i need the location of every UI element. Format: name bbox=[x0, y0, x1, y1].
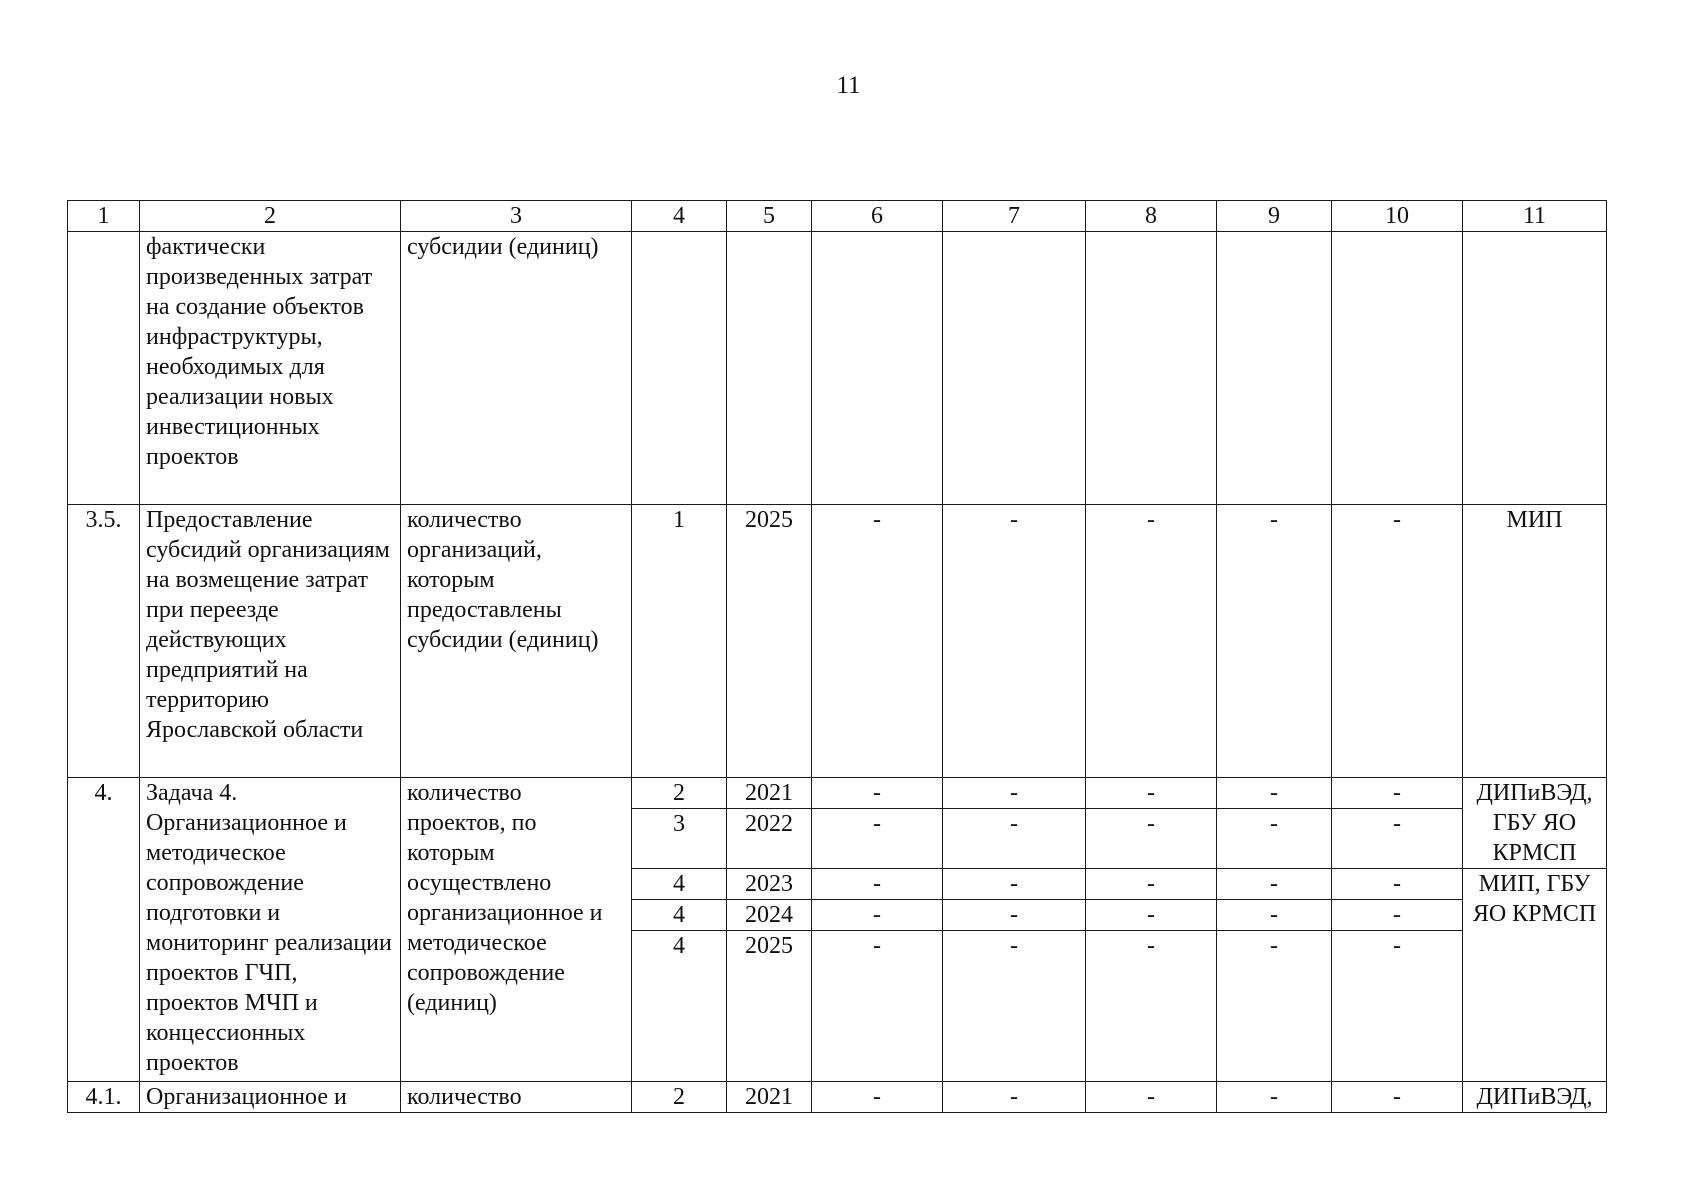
year-cell: 2024 bbox=[727, 900, 812, 931]
description-cell: фактически произведенных затрат на создание объектов инфраструктуры, необходимых для реализации новых инвестиционных проектов bbox=[140, 232, 401, 505]
value-cell: - bbox=[812, 900, 943, 931]
executor-cell: МИП, ГБУ ЯО КРМСП bbox=[1463, 869, 1607, 1082]
value-cell: - bbox=[1217, 778, 1332, 809]
value-cell: - bbox=[1086, 505, 1217, 778]
year-cell: 2023 bbox=[727, 869, 812, 900]
value-cell: - bbox=[812, 869, 943, 900]
header-cell: 5 bbox=[727, 201, 812, 232]
value-cell: 1 bbox=[632, 505, 727, 778]
indicator-cell: количество организаций, которым предоставлены субсидии (единиц) bbox=[401, 505, 632, 778]
header-cell: 10 bbox=[1332, 201, 1463, 232]
value-cell: 4 bbox=[632, 900, 727, 931]
value-cell: 4 bbox=[632, 931, 727, 1082]
value-cell: - bbox=[943, 1082, 1086, 1113]
header-cell: 3 bbox=[401, 201, 632, 232]
year-cell: 2022 bbox=[727, 809, 812, 869]
indicator-cell: количество проектов, по которым осуществлено организационное и методическое сопровождение (единиц) bbox=[401, 778, 632, 1082]
value-cell: - bbox=[1332, 900, 1463, 931]
year-cell: 2025 bbox=[727, 505, 812, 778]
row-number-cell bbox=[68, 232, 140, 505]
value-cell bbox=[1332, 232, 1463, 505]
value-cell: - bbox=[943, 505, 1086, 778]
description-cell: Задача 4. Организационное и методическое сопровождение подготовки и мониторинг реализации проектов ГЧП, проектов МЧП и концессионных проектов bbox=[140, 778, 401, 1082]
header-cell: 6 bbox=[812, 201, 943, 232]
row-number-cell: 3.5. bbox=[68, 505, 140, 778]
header-cell: 1 bbox=[68, 201, 140, 232]
header-cell: 8 bbox=[1086, 201, 1217, 232]
table-row bbox=[68, 232, 1607, 505]
header-cell: 9 bbox=[1217, 201, 1332, 232]
year-cell: 2025 bbox=[727, 931, 812, 1082]
executor-cell: ДИПиВЭД, ГБУ ЯО КРМСП bbox=[1463, 778, 1607, 869]
value-cell: - bbox=[812, 505, 943, 778]
value-cell bbox=[812, 232, 943, 505]
value-cell: - bbox=[812, 931, 943, 1082]
table-row bbox=[68, 1082, 1607, 1113]
page-number: 11 bbox=[836, 72, 861, 99]
value-cell: - bbox=[1332, 1082, 1463, 1113]
value-cell: - bbox=[1332, 778, 1463, 809]
value-cell: - bbox=[1332, 809, 1463, 869]
header-cell: 7 bbox=[943, 201, 1086, 232]
value-cell: - bbox=[1086, 931, 1217, 1082]
executor-cell: ДИПиВЭД, bbox=[1463, 1082, 1607, 1113]
value-cell: - bbox=[1332, 505, 1463, 778]
value-cell: - bbox=[943, 809, 1086, 869]
description-cell: Предоставление субсидий организациям на возмещение затрат при переезде действующих предприятий на территорию Ярославской области bbox=[140, 505, 401, 778]
value-cell bbox=[943, 232, 1086, 505]
value-cell: - bbox=[812, 1082, 943, 1113]
indicators-table bbox=[67, 200, 1607, 1113]
table-row bbox=[68, 778, 1607, 809]
header-cell: 2 bbox=[140, 201, 401, 232]
value-cell: 2 bbox=[632, 778, 727, 809]
value-cell: - bbox=[1217, 900, 1332, 931]
value-cell: - bbox=[812, 809, 943, 869]
header-cell: 4 bbox=[632, 201, 727, 232]
year-cell bbox=[727, 232, 812, 505]
table-row bbox=[68, 505, 1607, 778]
value-cell: - bbox=[943, 931, 1086, 1082]
header-cell: 11 bbox=[1463, 201, 1607, 232]
row-number-cell: 4. bbox=[68, 778, 140, 1082]
value-cell: - bbox=[1332, 869, 1463, 900]
value-cell: - bbox=[1086, 869, 1217, 900]
value-cell: - bbox=[1217, 931, 1332, 1082]
value-cell: - bbox=[1086, 778, 1217, 809]
value-cell: - bbox=[943, 778, 1086, 809]
value-cell: 3 bbox=[632, 809, 727, 869]
value-cell: - bbox=[812, 778, 943, 809]
year-cell: 2021 bbox=[727, 1082, 812, 1113]
executor-cell bbox=[1463, 232, 1607, 505]
value-cell: - bbox=[1086, 809, 1217, 869]
value-cell: - bbox=[1217, 1082, 1332, 1113]
indicator-cell: субсидии (единиц) bbox=[401, 232, 632, 505]
description-cell: Организационное и bbox=[140, 1082, 401, 1113]
value-cell: - bbox=[1217, 505, 1332, 778]
value-cell: - bbox=[1217, 809, 1332, 869]
value-cell: - bbox=[943, 869, 1086, 900]
value-cell: - bbox=[1217, 869, 1332, 900]
value-cell: - bbox=[943, 900, 1086, 931]
value-cell: - bbox=[1086, 1082, 1217, 1113]
executor-cell: МИП bbox=[1463, 505, 1607, 778]
header-row bbox=[68, 201, 1607, 232]
value-cell bbox=[1086, 232, 1217, 505]
row-number-cell: 4.1. bbox=[68, 1082, 140, 1113]
value-cell: 4 bbox=[632, 869, 727, 900]
value-cell bbox=[1217, 232, 1332, 505]
value-cell: 2 bbox=[632, 1082, 727, 1113]
value-cell bbox=[632, 232, 727, 505]
value-cell: - bbox=[1086, 900, 1217, 931]
value-cell: - bbox=[1332, 931, 1463, 1082]
year-cell: 2021 bbox=[727, 778, 812, 809]
indicator-cell: количество bbox=[401, 1082, 632, 1113]
